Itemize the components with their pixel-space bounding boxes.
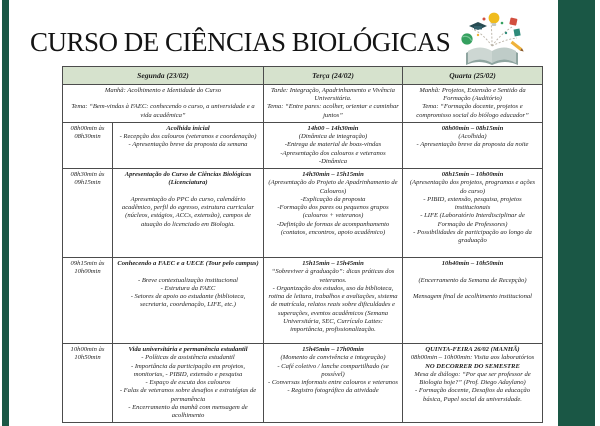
text-line: -Definição de formas de acompanhamento (contatos, encontros, apoio acadêmico) bbox=[276, 220, 390, 236]
quarta-cell bbox=[403, 258, 543, 344]
text-line: “Sobreviver à graduação”: dicas práticas dos veteranos. bbox=[271, 268, 395, 284]
text-line: 14h30min – 15h15min bbox=[302, 171, 364, 179]
text-line: Mesa de diálogo: “Por que ser professor de Biologia hoje?” (Prof. Diego Adaylano) bbox=[414, 370, 531, 387]
text-line: 10h40min – 10h50min bbox=[441, 260, 504, 268]
text-line: - Recepção dos calouros (veteranos e coordenação) bbox=[119, 133, 257, 141]
table-row bbox=[63, 169, 543, 258]
text-line: Manhã: Projetos, Extensão e Sentido da Formação (Auditório) bbox=[419, 87, 526, 103]
text-line: - Possibilidades de participação ao longo da graduação bbox=[413, 228, 532, 244]
quarta-cell bbox=[403, 169, 543, 258]
text-line: Conhecendo a FAEC e a UECE (Tour pelo campus) bbox=[117, 260, 259, 268]
text-line: Apresentação do PPC do curso, calendário acadêmico, perfil do egresso, estrutura curricular (núcleos, estágios, ACCs, extensão), campos de atuação do licenciado em Biologia. bbox=[121, 195, 255, 228]
terca-cell bbox=[264, 169, 403, 258]
text-line: (Apresentação do Projeto de Apadrinhamento de Calouros) bbox=[268, 179, 398, 195]
text-line: - Formação docente, Desafios da educação básica, Papel social da universidade. bbox=[415, 387, 530, 403]
text-line: Apresentação do Curso de Ciências Biológicas (Licenciatura) bbox=[124, 171, 252, 187]
text-line: (Apresentação dos projetos, programas e ações do curso) bbox=[409, 179, 536, 195]
text-line bbox=[406, 268, 539, 276]
text-line: (Encerramento da Semana de Recepção) bbox=[418, 276, 527, 284]
quarta-cell bbox=[403, 122, 543, 168]
text-line: 08h15min – 10h00min bbox=[441, 171, 504, 179]
text-line: - Espaço de escuta dos calouros bbox=[145, 379, 231, 387]
time-cell: 08h30min às 09h15min bbox=[63, 169, 113, 258]
segunda-cell bbox=[113, 344, 264, 423]
subheader-segunda bbox=[63, 85, 264, 123]
time-cell: 09h15min às 10h00min bbox=[63, 258, 113, 344]
time-cell: 08h00min às 08h30min bbox=[63, 122, 113, 168]
text-line: Tema: “Entre pares: acolher, orientar e caminhar juntos” bbox=[267, 103, 399, 119]
table-row bbox=[63, 344, 543, 423]
text-line: (Acolhida) bbox=[458, 133, 487, 141]
text-line: - Estrutura da FAEC bbox=[160, 284, 216, 292]
text-line: Acolhida inicial bbox=[166, 124, 210, 132]
text-line: 08h00min – 08h15min bbox=[441, 124, 504, 132]
text-line: -Apresentação dos calouros e veteranos bbox=[280, 149, 386, 157]
text-line: 15h45min – 17h00min bbox=[302, 346, 364, 354]
text-line: (Dinâmica de integração) bbox=[298, 133, 368, 141]
text-line: Vida universitária e permanência estudantil bbox=[128, 346, 248, 354]
text-line: 14h00 – 14h30min bbox=[307, 124, 359, 132]
text-line: - Encerramento da manhã com mensagem de acolhimento bbox=[128, 403, 248, 419]
text-line: - Registro fotográfico da atividade bbox=[287, 387, 379, 395]
text-line: 15h15min – 15h45min bbox=[302, 260, 364, 268]
text-line: -Entrega de material de boas-vindas bbox=[284, 141, 382, 149]
table-row bbox=[63, 258, 543, 344]
text-line: - Falas de veteranos sobre desafios e estratégias de permanência bbox=[119, 387, 257, 403]
segunda-cell bbox=[113, 169, 264, 258]
text-line: -Dinâmica bbox=[318, 157, 348, 165]
text-line: Manhã: Acolhimento e Identidade do Curso bbox=[104, 87, 222, 94]
text-line: - Setores de apoio ao estudante (biblioteca, secretaria, coordenação, LIFE, etc.) bbox=[130, 293, 246, 309]
text-line: - Apresentação breve da proposta da noite bbox=[416, 141, 529, 149]
day-header-segunda: Segunda (23/02) bbox=[63, 67, 264, 85]
open-book-icon bbox=[466, 48, 518, 66]
text-line: - Organização dos estudos, uso da biblioteca, rotina de leitura, trabalhos e avaliações, sistema de matrícula, relatos reais sobre dificuldades e superações, eventos acadêmicos (Semana Universitária, SEC, Currículo Lattes: importância, profissionalização. bbox=[268, 284, 398, 333]
text-line: - Importância da participação em projetos, monitorias, - PIBID, extensão e pesquisa bbox=[130, 362, 246, 378]
text-line: -Explicação da proposta bbox=[300, 195, 366, 203]
graduation-cap-icon bbox=[469, 22, 487, 30]
text-line: 08h00min – 10h00min: Visita aos laboratórios bbox=[410, 354, 535, 362]
right-green-band bbox=[558, 0, 595, 426]
subheader-terca bbox=[264, 85, 403, 123]
red-book-icon bbox=[510, 17, 518, 25]
text-line: NO DECORRER DO SEMESTRE bbox=[425, 362, 520, 370]
text-line: - Políticas de assistência estudantil bbox=[141, 354, 235, 362]
segunda-cell bbox=[113, 122, 264, 168]
text-line bbox=[116, 268, 260, 276]
left-green-band bbox=[2, 0, 9, 426]
text-line: - Conversas informais entre calouros e veteranos bbox=[268, 379, 398, 387]
globe-icon bbox=[462, 33, 473, 44]
text-line: -Formação dos pares ou pequenos grupos (calouros + veteranos) bbox=[277, 204, 389, 220]
subheader-quarta bbox=[403, 85, 543, 123]
text-line: (Momento de convivência e integração) bbox=[280, 354, 386, 362]
time-cell: 10h00min às 10h50min bbox=[63, 344, 113, 423]
quarta-cell bbox=[403, 344, 543, 423]
table-row bbox=[63, 122, 543, 168]
open-book-ideas-icon bbox=[458, 10, 526, 68]
segunda-cell bbox=[113, 258, 264, 344]
text-line: - Apresentação breve da proposta da semana bbox=[128, 141, 248, 149]
day-header-row bbox=[63, 67, 543, 85]
day-header-quarta: Quarta (25/02) bbox=[403, 67, 543, 85]
text-line bbox=[406, 285, 539, 293]
text-line: QUINTA-FEIRA 26/02 (MANHÃ) bbox=[425, 346, 520, 354]
terca-cell bbox=[264, 344, 403, 423]
text-line: Tarde: Integração, Apadrinhamento e Vivência Universitária. bbox=[271, 87, 395, 103]
text-line bbox=[66, 95, 260, 103]
document-header bbox=[30, 10, 560, 66]
text-line: - LIFE (Laboratório Interdisciplinar de Formação de Professores) bbox=[420, 212, 525, 228]
text-line: - Café coletivo / lanche compartilhado (se possível) bbox=[277, 362, 389, 378]
text-line bbox=[116, 188, 260, 196]
text-line: Tema: “Bem-vindas à FAEC: conhecendo o curso, a universidade e a vida acadêmica” bbox=[71, 103, 255, 119]
teal-flask-icon bbox=[514, 29, 521, 37]
text-line: Tema: “Formação docente, projetos e compromisso social do biólogo educador” bbox=[416, 103, 529, 119]
page-title: CURSO DE CIÊNCIAS BIOLÓGICAS bbox=[30, 26, 451, 57]
text-line: - PIBID, extensão, pesquisa, projetos institucionais bbox=[423, 195, 522, 212]
text-line: Mensagem final de acolhimento institucional bbox=[412, 293, 533, 301]
terca-cell bbox=[264, 258, 403, 344]
day-header-terca: Terça (24/02) bbox=[264, 67, 403, 85]
terca-cell bbox=[264, 122, 403, 168]
lightbulb-icon bbox=[489, 13, 500, 26]
theme-header-row bbox=[63, 85, 543, 123]
text-line: - Breve contextualização institucional bbox=[138, 276, 238, 284]
schedule-table bbox=[62, 66, 543, 423]
